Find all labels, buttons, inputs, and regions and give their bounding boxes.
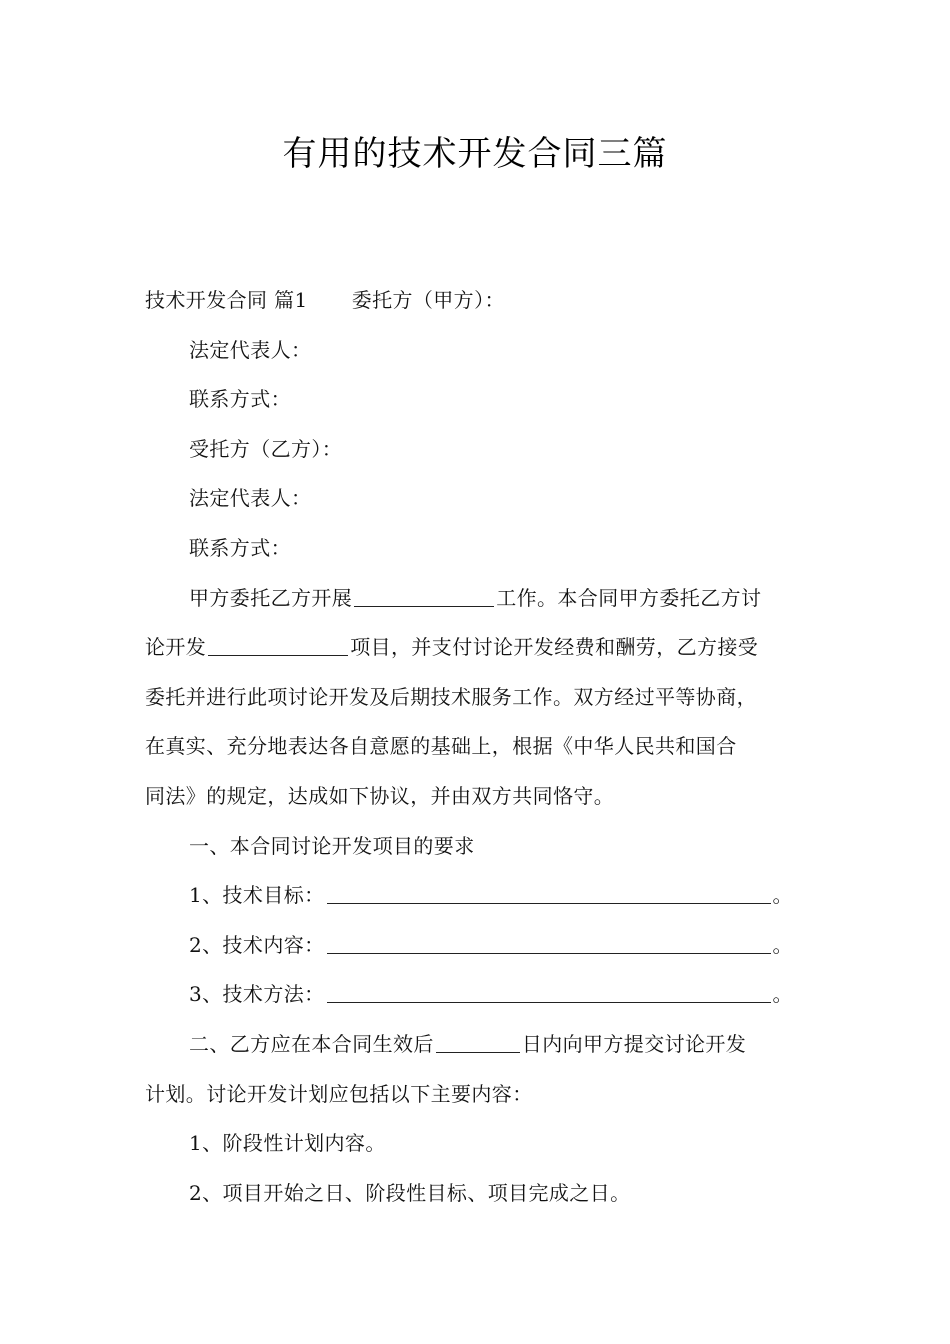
document-body [145, 276, 825, 1218]
text-line-with-blank [145, 871, 825, 921]
fill-in-blank [354, 585, 494, 607]
text-line: 在真实、充分地表达各自意愿的基础上，根据《中华人民共和国合 [145, 734, 737, 759]
text-segment: 项目，并支付讨论开发经费和酬劳，乙方接受 [350, 635, 759, 660]
text-line: 计划。讨论开发计划应包括以下主要内容： [145, 1081, 533, 1106]
text-segment: 2、技术内容： [189, 932, 325, 957]
fill-in-blank [208, 634, 348, 656]
text-segment: 1、技术目标： [189, 883, 325, 908]
text-segment: 日内向甲方提交讨论开发 [521, 1031, 747, 1056]
text-segment: 3、技术方法： [189, 982, 325, 1007]
text-segment: 二、乙方应在本合同生效后 [189, 1031, 434, 1056]
contract-header-line [145, 276, 825, 326]
text-line: 法定代表人： [189, 337, 312, 362]
text-line: 受托方（乙方）： [189, 436, 343, 461]
text-line-with-blank [145, 970, 825, 1020]
fill-in-blank [436, 1031, 520, 1053]
text-segment: 。 [772, 982, 793, 1007]
list-item: 2、项目开始之日、阶段性目标、项目完成之日。 [189, 1180, 631, 1205]
text-line: 法定代表人： [189, 486, 312, 511]
fill-in-blank [327, 981, 771, 1003]
text-segment: 。 [772, 883, 793, 908]
section-heading: 一、本合同讨论开发项目的要求 [189, 833, 475, 858]
fill-in-blank [327, 932, 771, 954]
document-title: 有用的技术开发合同三篇 [282, 134, 668, 174]
client-party-label: 委托方（甲方）： [351, 288, 505, 312]
text-segment: 工作。本合同甲方委托乙方讨 [496, 585, 762, 610]
text-segment: 论开发 [145, 635, 207, 660]
section-heading-with-blank [145, 1020, 825, 1070]
text-line: 委托并进行此项讨论开发及后期技术服务工作。双方经过平等协商， [145, 684, 757, 709]
text-segment: 。 [772, 932, 793, 957]
text-line-with-blank [145, 921, 825, 971]
contract-section-label: 技术开发合同 篇1 [145, 288, 308, 312]
text-line: 同法》的规定，达成如下协议，并由双方共同恪守。 [145, 783, 615, 808]
list-item: 1、阶段性计划内容。 [189, 1131, 386, 1156]
text-line-with-blank [145, 574, 825, 624]
text-line: 联系方式： [189, 535, 291, 560]
text-line-with-blank [145, 623, 825, 673]
text-segment: 甲方委托乙方开展 [189, 585, 353, 610]
text-line: 联系方式： [189, 387, 291, 412]
fill-in-blank [327, 882, 771, 904]
